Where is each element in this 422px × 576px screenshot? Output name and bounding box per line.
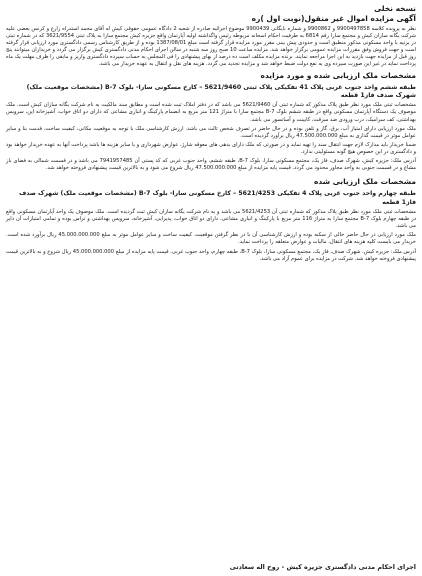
notice-heading: آگهی مزایده اموال غیر منقول(نوبت اول )ره [251,14,416,23]
section-title-2: مشخصات ملک ارزیابی شده [313,177,416,187]
property-2-paragraph: مشخصات ثبتی ملک مورد نظر طبق پلاک مذکور که شماره ثبتی آن 5621/4253 می باشد و به نام شرکت یگانه سازان کیش ثبت گردیده است. ملک موصوف یک واحد آپارتمان مسکونی واقع در طبقه چهارم بلوک B-7 مجتمع سارا به متراژ 116 متر مربع با پارکینگ و انباری مشاعی، دارای دو اتاق خواب، پذیرایی، آشپزخانه، سرویس بهداشتی و تراس بوده و تمامی امتیازات آن دایر می باشد. [6,209,417,230]
property-1-paragraph: مشخصات ثبتی ملک مورد نظر طبق پلاک مذکور که شماره ثبتی آن 5621/9460 می باشد که در دفتر املاک ثبت شده است و مطابق سند مالکیت به نام شرکت یگانه سازان کیش است. ملک موصوف یک دستگاه آپارتمان مسکونی واقع در طبقه ششم بلوک B-7 مجتمع سارا با متراژ 121 متر مربع به انضمام پارکینگ و انباری مشاعی که دارای دو اتاق خواب، آشپزخانه اپن، سرویس بهداشتی، کف سرامیک، درب ورودی ضد سرقت، کابینت و آسانسور می باشد. [6,102,416,123]
notice-label: نسخه نخلی [374,4,416,13]
property-2-paragraph: آدرس ملک: جزیره کیش، شهرک صدف، فاز یک، مجتمع مسکونی سارا، بلوک B-7، طبقه چهارم، واحد جنوب غربی. قیمت پایه مزایده از مبلغ 45.000.000.000 ریال شروع و به بالاترین قیمت پیشنهادی فروخته خواهد شد. شرکت در مزایده برای عموم آزاد می باشد. [6,248,416,262]
notice-intro: نظر به پرونده کلاسه 9900497858 و 9900862 و شماره بایگانی 9900439 موضوع اجرائیه صادره از شعبه 2 دادگاه عمومی حقوقی کیش له آقای محمد استدراه زارع و کرنس بعضی علیه شرکت یگانه سازان کیش و مجتمع سارا رقم 6814 به طرفیت احکام اسحانه مربوطه رئیس واگذاشته اولیه آپارتمان واقع جزیره کیش مجتمع سارا به پلاک ثبتی 3621/9554 که در شماره ثبتی در یرتیه با واحد مسکونی مذکور منطبق است و حدودی پیش بینی مقرر مورد مزایده قرار گرفته است مبلغ 1387/08/01 بوده و از طریق کارشناس رسمی دادگستری مورد ارزیابی قرار گرفته است و جهت فروش وفق مقررات مزایده عمومی برگزار خواهد شد. مزایده ساعت 10 صبح روز سه شنبه در سالن اجرای احکام مدنی دادگستری کیش برگزار می گردد و خریداران میتوانند پنج روز قبل از مزایده جهت بازدید به این اجرا مراجعه نمایند. برنده مزایده مکلف است ده درصد از بهای پیشنهادی را فی المجلس به حساب سپرده دادگستری واریز و مابقی را ظرف مهلت یک ماه پرداخت نماید در غیر این صورت سپرده وی به نفع دولت ضبط خواهد شد و مزایده تجدید می گردد. هزینه های نقل و انتقال به عهده خریدار می باشد. [6,26,416,68]
property-heading-1: طبقه ششم واحد جنوب غربی پلاک 41 تفکیکی پلاک ثبتی 5621/9460 – کارخ مسکونی سارا- بلوک B-7 (مشخصات موقعیت ملک) شهرک صدف فاز1 قطعه [26,83,416,99]
property-heading-2: طبقه چهارم واحد جنوب غربی پلاک 4 تفکیکی 5621/4253 – کارخ مسکونی سارا- بلوک B-7 (مشخصات موقعیت ملک) شهرک صدف فاز1 قطعه [19,190,416,206]
notice-signature: اجرای احکام مدنی دادگستری جزیره کیش - روح اله سعادتی [229,563,416,571]
property-1-paragraph: آدرس ملک: جزیره کیش، شهرک صدف، فاز یک، مجتمع مسکونی سارا، بلوک B-7، طبقه ششم، واحد جنوب غربی که کد پستی آن 7941957485 می باشد و در قسمت شمالی به فضای باز مشاع و در قسمت جنوبی به واحد مجاور محدود می گردد. قیمت پایه مزایده از مبلغ 47.500.000.000 ریال شروع می شود و به بالاترین قیمت پیشنهادی فروخته خواهد شد. [6,158,417,172]
section-title-1: مشخصات ملک ارزیابی شده و مورد مزایده [260,70,416,80]
property-2-paragraph: ملک مورد ارزیابی در حال حاضر خالی از سکنه بوده و ارزش کارشناسی آن با در نظر گرفتن موقعیت، کیفیت ساخت و سایر عوامل موثر به مبلغ 45.000.000.000 ریال برآورد شده است. خریدار می بایست کلیه هزینه های انتقال، مالیات و عوارض متعلقه را پرداخت نماید. [6,232,416,246]
property-1-paragraph: ضمنا خریدار باید مدارک لازم جهت انتقال سند را تهیه نماید و در صورتی که ملک دارای بدهی های معوقه شارژ، عوارض شهرداری و یا سایر هزینه ها باشد پرداخت آنها به عهده خریدار خواهد بود و دادگستری در این خصوص هیچ گونه مسئولیتی ندارد. [6,141,416,155]
property-1-paragraph: ملک مورد ارزیابی دارای امتیاز آب، برق، گاز و تلفن بوده و در حال حاضر در تصرف شخص ثالث می باشد. ارزش کارشناسی ملک با توجه به موقعیت مکانی، کیفیت ساخت، قدمت بنا و سایر عوامل موثر در قیمت گذاری به مبلغ 47.500.000.000 ریال برآورد گردیده است. [6,125,416,139]
